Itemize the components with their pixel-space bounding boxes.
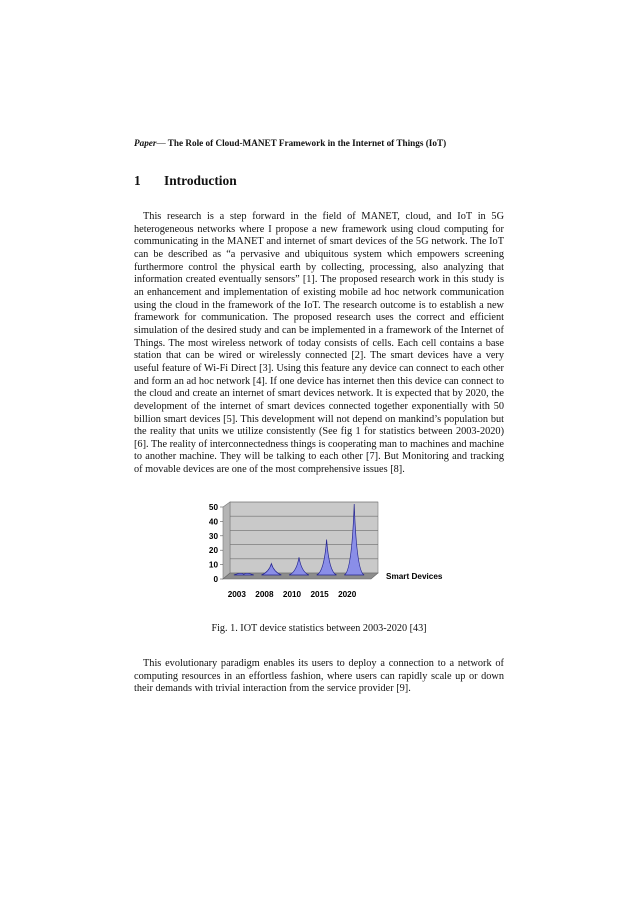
y-tick-label: 10	[208, 560, 218, 570]
section-number: 1	[134, 173, 141, 188]
header-dash: —	[156, 138, 166, 148]
y-tick-label: 30	[208, 531, 218, 541]
header-label: Paper	[134, 138, 157, 148]
x-tick-label: 2008	[255, 590, 274, 599]
chart-side-wall	[223, 502, 230, 579]
y-tick-label: 20	[208, 546, 218, 556]
figure-caption: Fig. 1. IOT device statistics between 2003-2020 [43]	[211, 623, 427, 634]
intro-paragraph: This research is a step forward in the field of MANET, cloud, and IoT in 5G heterogeneous networks where I propose a new framework using cloud computing for communicating in the MANET and internet of smart devices of the 5G network. The IoT can be described as “a pervasive and ubiquitous system which empowers screening furthermore control the physical earth by collecting, processing, also analyzing that information created eventually sensors” [1]. The proposed research work in this study is an enhancement and implementation of existing mobile ad hoc network communication using the cloud in the framework of the IoT. The research outcome is to establish a new framework for communication. The proposed research uses the correct and efficient simulation of the desired study and can be implemented in a framework of the Internet of Things. The most wireless network of today consists of cells. Each cell contains a base station that can be wired or wirelessly connected [2]. The smart devices have a very useful feature of Wi-Fi Direct [3]. Using this feature any device can connect to each other and form an ad hoc network [4]. If one device has internet then this device can connect to the cloud and create an internet of smart devices network. It is expected that by 2020, the development of the internet of smart devices connected together exponentially with 50 billion smart devices [5]. This development will not depend on mankind’s population but the reality that units we utilize consistently (See fig 1 for statistics between 2003-2020) [6]. The reality of interconnectedness things is cooperating man to machines and machine to another machine. They will be talking to each other [7]. But Monitoring and tracking of movable devices are one of the most comprehensive issues [8].	[134, 211, 504, 476]
figure-1	[195, 500, 455, 606]
legend-label: Smart Devices	[386, 572, 443, 581]
y-tick-label: 0	[213, 575, 218, 584]
section-heading	[134, 173, 237, 189]
running-header	[134, 138, 506, 148]
y-tick-label: 50	[208, 503, 218, 512]
x-tick-label: 2003	[227, 590, 246, 599]
section-title: Introduction	[164, 173, 237, 188]
header-title: The Role of Cloud-MANET Framework in the Internet of Things (IoT)	[167, 138, 447, 148]
x-tick-label: 2015	[310, 590, 329, 599]
x-tick-label: 2020	[338, 590, 357, 599]
device-chart	[195, 500, 455, 606]
second-paragraph: This evolutionary paradigm enables its users to deploy a connection to a network of computing resources in an effortless fashion, where users can rapidly scale up or down their demands with trivial interaction from the service provider [9].	[134, 658, 504, 695]
y-tick-label: 40	[208, 517, 218, 527]
x-tick-label: 2010	[282, 590, 302, 599]
